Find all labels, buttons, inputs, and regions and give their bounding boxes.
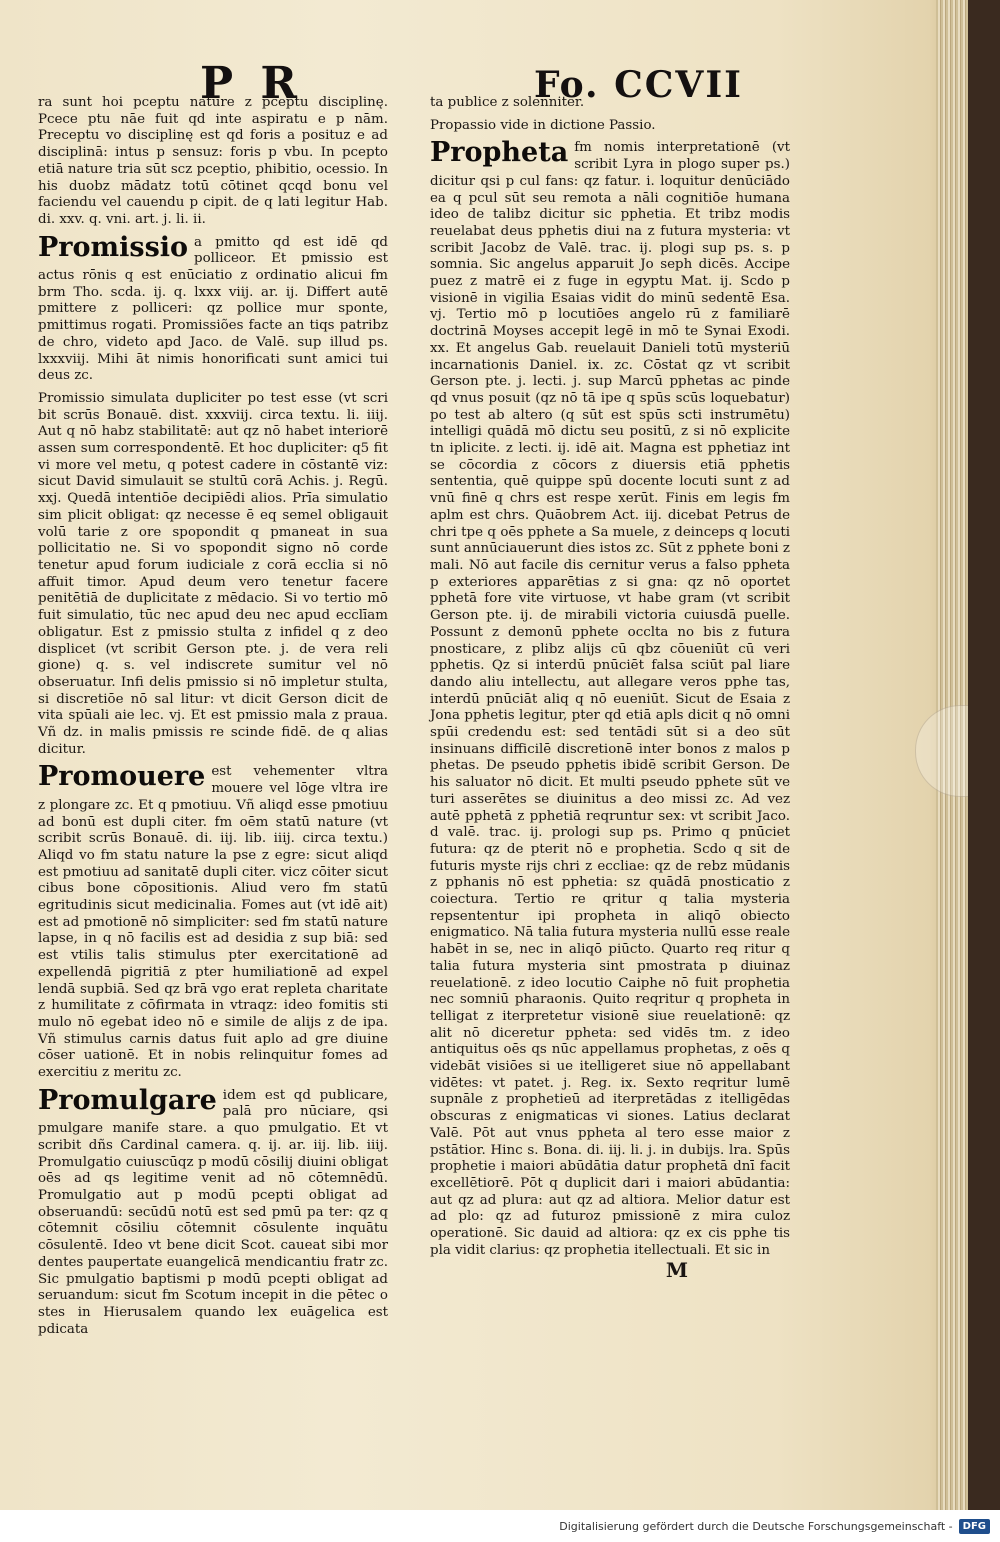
dfg-logo: DFG: [959, 1519, 990, 1534]
entry-text: fm nomis interpretationē (vt scribit Lyra in plogo super ps.) dicitur qsi p cul fans: qz fatur. i. loquitur denūciādo ea q pcul sūt seu remota a nāli cognitiōe humana ideo de talibz dicitur sic pphetia. Et tribz modis reuelabat deus pphetis diui na z futura mysteria: vt scribit Jacobz de Valē. trac. ij. plogi sup ps. s. p somnia. Sic angelus apparuit Jo seph dicēs. Accipe puez z matrē ei z fuge in egyptu Mat. ij. Scdo p visionē in vigilia Esaias vidit do minū sedentē Esa. vj. Tertio mō p locutiōes angelo rū z familiarē doctrinā Moyses accepit legē in mō te Synai Exodi. xx. Et angelus Gab. reuelauit Danieli totū mysteriū incarnationis Daniel. ix. zc. Cōstat qz vt scribit Gerson pte. j. lecti. j. sup Marcū pphetas ac pinde qd vnus posuit (qz nō tā ipe q spūs scūs loquebatur) po test ab altero (q sūt est spūs scti instrumētu) intelligi quādā mō dictu seu positū, z si nō explicite tn iplicite. z lecti. ij. idē ait. Magna est pphetiaz int se cōcordia z cōcors z diuersis etiā pphetis sententia, quē quippe spū docente locuti sunt z ad vnū finē q chrs est respe xerūt. Finis em legis fm aplm est chrs. Quāobrem Act. iij. dicebat Petrus de chri tpe q oēs pphete a Sa muele, z deinceps q locuti sunt annūciauerunt dies istos zc. Sūt z pphete boni z mali. Nō aut facile dis cernitur verus a falso ppheta p exteriores apparētias z si gna: qz nō oportet pphetā fore vite virtuose, vt habe gram (vt scribit Gerson pte. ij. de mirabili victoria cuiusdā puelle. Possunt z demonū pphete occlta no bis z futura pnosticare, z plibz alijs cū qbz cōueniūt cū veri pphetis. Qz si interdū pnūciēt falsa sciūt pal liare dando aliu intellectu, aut allegare veros pphe tas, interdū pnūciāt aliq q nō eueniūt. Sicut de Esaia z Jona pphetis legitur, pter qd etiā apls dicit q nō omni spūi credendu est: sed tentādi sūt si a deo sūt insinuans difficilē discretionē inter bonos z malos p phetas. De pseudo pphetis ibidē scribit Gerson. De his saluator nō dicit. Et multi pseudo pphete sūt ve turi asserētes se diuinitus a deo missi zc. Ad vez autē pphetā z pphetiā reqruntur sex: vt scribit Jaco. d valē. trac. ij. prologi sup ps. Primo q pnūciet futura: qz de pterit nō e prophetia. Scdo q sit de futuris myste rijs chri z eccliae: qz de rebz mūdanis z pphanis nō est pphetia: sz quādā pnosticatio z coiectura. Tertio re qritur q talia mysteria repsententur ipi propheta in aliqō obiecto enigmatico. Nā talia futura mysteria nullū esse reale habēt in se, nec in aliqō piūcto. Quarto req ritur q talia futura mysteria sint pmostrata p diuinaz reuelationē. z ideo locutio Caiphe nō fuit prophetia nec somniū pharaonis. Quito reqritur q propheta in telligat z iterpretetur visionē siue reuelationē: qz alit nō diceretur ppheta: sed vidēs tm. z ideo antiquitus oēs qs nūc appellamus prophetas, z oēs q videbāt visiōes si ue itelligeret siue nō appellabant vidētes: vt patet. j. Reg. ix. Sexto reqritur lumē supnāle z prophetieū ad iterpretādas z itelligēdas obscuras z enigmaticas vi siones. Latius declarat Valē. Pōt aut vnus ppheta al tero esse maior z pstātior. Hinc s. Bona. di. iij. li. j. in dubijs. lra. Spūs prophetie i maiori abūdātia datur prophetā dnī facit excellētiorē. Pōt q duplicit dari i maiori abūdantia: aut qz ad plura: aut qz ad altiora. Melior datur est ad plo: qz ad futuroz pmissionē z mira culoz operationē. Sic dauid ad altiora: qz ex cis pphe tis pla vidit clarius: qz prophetia itellectuali. Et sic in: [430, 140, 790, 1258]
right-column: [430, 95, 790, 1266]
catchword: M: [665, 1258, 688, 1282]
folio-number: Fo. CCVII: [534, 64, 743, 106]
text-entry: [38, 231, 388, 385]
text-entry: [38, 391, 388, 758]
entry-headword: Promulgare: [38, 1084, 217, 1116]
text-entry: [430, 137, 790, 1259]
entry-headword: Promissio: [38, 231, 189, 263]
entry-text: ta publice z solenniter.: [430, 95, 585, 110]
entry-headword: Propheta: [430, 137, 569, 169]
entry-text: ra sunt hoi pceptu nature z pceptu disciplinę. Pcece ptu nāe fuit qd inte aspiratu e p nām. Preceptu vo disciplinę est qd foris a posituz e ad disciplinā: intus p sensuz: foris p vbu. In pcepto etiā nature tria sūt scz pceptio, phibitio, ocessio. In his duobz mādatz totū cōtinet qcqd bonu vel faciendu vel cauendu p cipit. de q lati legitur Hab. di. xxv. q. vni. art. j. li. ii.: [38, 95, 388, 227]
text-entry: [38, 95, 388, 229]
page-clip-shadow: [915, 705, 968, 797]
text-entry: [430, 95, 790, 112]
entry-text: Promissio simulata dupliciter po test esse (vt scri bit scrūs Bonauē. dist. xxxviij. circa textu. li. iiij. Aut q nō habz stabilitatē: aut qz nō habet interiorē assen sum correspondentē. Et hoc dupliciter: q5 fit vi more vel metu, q potest cadere in cōstantē viz: sicut David simulauit se stultū corā Achis. j. Regū. xxj. Quedā intentiōe decipiēdi alios. Prīa simulatio sim plicit obligat: qz necesse ē eq semel obligauit volū tarie z ore spopondit q pmaneat in sua pollicitatio ne. Si vo spopondit signo nō corde tenetur apud forum iudiciale z corā ecclia si nō affuit timor. Apud deum vero tenetur facere penitētiā de duplicitate z mēdacio. Si vo tertio mō fuit simulatio, tūc nec apud deu nec apud ecclīam obligatur. Est z pmissio stulta z infidel q z deo displicet (vt scribit Gerson pte. j. de vera reli gione) q. s. vel indiscrete sumitur vel nō obseruatur. Infi delis pmissio si nō impletur stulta, si discretiōe nō sal litur: vt dicit Gerson dicit de vita spūali aie lec. vj. Et est pmissio mala z praua. Vñ dz. in malis pmissis re scinde fidē. de q alias dicitur.: [38, 390, 388, 757]
entry-headword: Promouere: [38, 761, 206, 793]
entry-text: a pmitto qd est idē qd polliceor. Et pmissio est actus rōnis q est enūciatio z ordinatio alicui fm brm Tho. scda. ij. q. lxxx viij. ar. ij. Differt autē pmittere z polliceri: qz pollice mur sponte, pmittimus rogati. Promissiões facte an tiqs patribz de chro, videto apd Jaco. de Valē. sup illud ps. lxxxviij. Mihi āt nimis honorificati sunt amici tui deus zc.: [38, 234, 388, 384]
text-entry: [430, 118, 790, 135]
footer-bar: [0, 1510, 1000, 1542]
entry-text: idem est qd publicare, palā pro nūciare, qsi pmulgare manife stare. a quo pmulgatio. Et vt scribit dñs Cardinal camera. q. ij. ar. iij. lib. iiij. Promulgatio cuiuscūqz p modū cōsilij diuini obligat oēs ad qs legitime venit ad nō cōtemnēdū. Promulgatio aut p modū pcepti obligat ad obseruandū: secūdū notū est sed pmū pa ter: qz q cōtemnit cōsiliu cōtemnit cōsulente inquātu cōsulentē. Ideo vt bene dicit Scot. caueat sibi mor dentes paupertate euangelicā mendicantiu fratr zc. Sic pmulgatio baptismi p modū pcepti obligat ad seruandum: sicut fm Scotum incepit in die pētec o stes in Hierusalem quando lex euāgelica est pdicata: [38, 1087, 388, 1337]
text-entry: [38, 761, 388, 1081]
running-head: P R: [200, 58, 303, 109]
text-entry: [38, 1084, 388, 1339]
left-column: [38, 95, 388, 1344]
entry-text: Propassio vide in dictione Passio.: [430, 117, 656, 133]
entry-text: est vehementer vltra mouere vel lōge vltra ire z plongare zc. Et q pmotiuu. Vñ aliqd esse pmotiuu ad bonū est dupli citer. fm oēm statū nature (vt scribit scrūs Bonauē. di. iij. lib. iiij. circa textu.) Aliqd vo fm statu nature la pse z egre: sicut aliqd est pmotiuu ad sanitatē dupli citer. vicz cōiter sicut cibus bone cōpositionis. Aliud vero fm statū egritudinis sicut medicinalia. Fomes aut (vt idē ait) est ad pmotionē nō simpliciter: sed fm statū nature lapse, in q nō facilis est ad desidia z sup biā: sed est vtilis talis stimulus pter exercitationē ad expellendā pigritiā z pter humiliationē ad expel lendā supbiā. Sed qz brā vgo erat repleta charitate z humilitate z cōfirmata in vtraqz: ideo fomitis sti mulo nō egebat ideo nō e simile de alijs z de ipa. Vñ stimulus carnis datus fuit aplo ad gre diuine cōser uationē. Et in nobis relinquitur fomes ad exercitiu z meritu zc.: [38, 764, 388, 1081]
footer-credit: Digitalisierung gefördert durch die Deutsche Forschungsgemeinschaft -: [559, 1519, 953, 1533]
